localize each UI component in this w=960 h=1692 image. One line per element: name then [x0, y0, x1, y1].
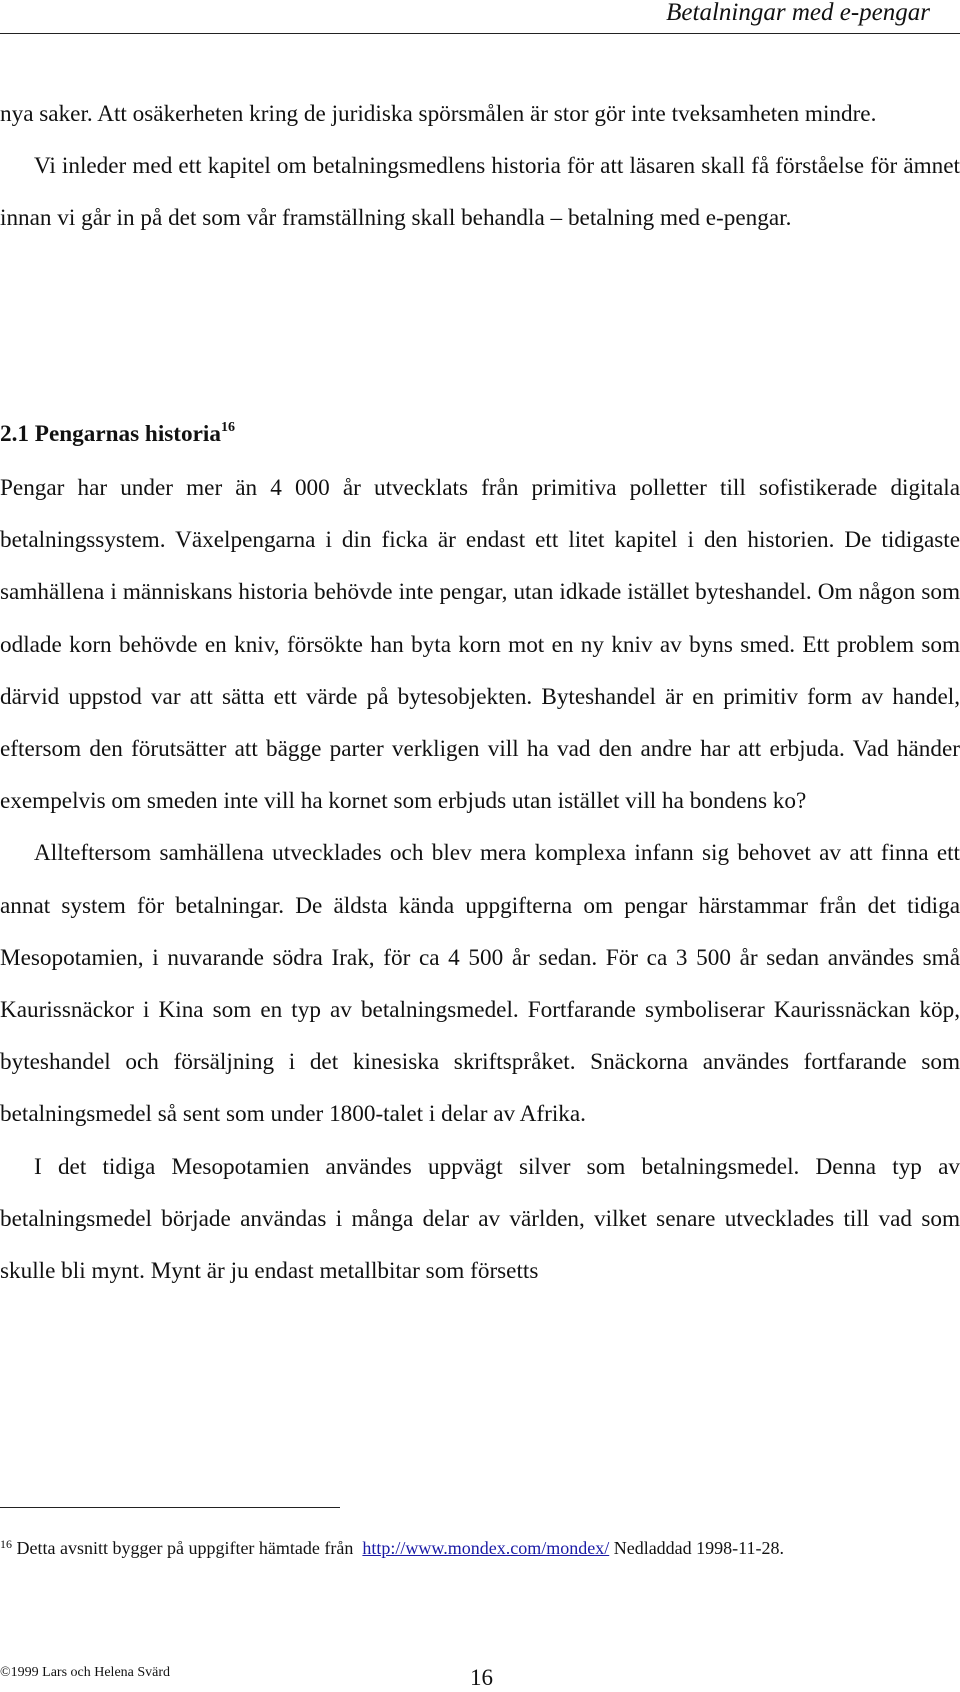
intro-text — [0, 88, 960, 244]
section-heading-text: 2.1 Pengarnas historia — [0, 421, 221, 447]
footnote-text: Detta avsnitt bygger på uppgifter hämtade från — [16, 1538, 354, 1558]
copyright-notice: ©1999 Lars och Helena Svärd — [0, 1665, 171, 1680]
intro-paragraph-2: Vi inleder med ett kapitel om betalningsmedlens historia för att läsaren skall få förståelse för ämnet innan vi går in på det som vår framställning skall behandla – betalning med e-pengar. — [0, 153, 960, 231]
section-body — [0, 462, 960, 1297]
section-paragraph-1: Pengar har under mer än 4 000 år utvecklats från primitiva polletter till sofistikerade digitala betalningssystem. Växelpengarna i din ficka är endast ett litet kapitel i den historien. De tidigaste samhällena i människans historia behövde inte pengar, utan idkade istället byteshandel. Om någon som odlade korn behövde en kniv, försökte han byta korn mot en ny kniv av byns smed. Ett problem som därvid uppstod var att sätta ett värde på bytesobjekten. Byteshandel är en primitiv form av handel, eftersom den förutsätter att bägge parter verkligen vill ha vad den andre har att erbjuda. Vad händer exempelvis om smeden inte vill ha kornet som erbjuds utan istället vill ha bondens ko? — [0, 475, 960, 815]
footnote-reference[interactable]: 16 — [220, 420, 235, 435]
running-header — [0, 0, 960, 34]
running-header-title: Betalningar med e-pengar — [666, 0, 930, 26]
footnote-date: Nedladdad 1998-11-28. — [613, 1538, 784, 1558]
footnote-divider — [0, 1507, 340, 1508]
section-paragraph-3: I det tidiga Mesopotamien användes uppvägt silver som betalningsmedel. Denna typ av betalningsmedel började användas i många delar av världen, vilket senare utvecklades till vad som skulle bli mynt. Mynt är ju endast metallbitar som försetts — [0, 1153, 960, 1285]
section-paragraph-2: Allteftersom samhällena utvecklades och blev mera komplexa infann sig behovet av att finna ett annat system för betalningar. De äldsta kända uppgifterna om pengar härstammar från det tidiga Mesopotamien, i nuvarande södra Irak, för ca 4 500 år sedan. För ca 3 500 år sedan användes små Kaurissnäckor i Kina som en typ av betalningsmedel. Fortfarande symboliserar Kaurissnäckan köp, byteshandel och försäljning i det kinesiska skriftspråket. Snäckorna användes fortfarande som betalningsmedel så sent som under 1800-talet i delar av Afrika. — [0, 840, 960, 1128]
footnote-number: 16 — [0, 1537, 12, 1551]
page-number: 16 — [470, 1665, 493, 1690]
section-heading — [0, 416, 235, 452]
footnote — [0, 1530, 945, 1566]
intro-paragraph-1: nya saker. Att osäkerheten kring de juridiska spörsmålen är stor gör inte tveksamheten mindre. — [0, 101, 877, 127]
footnote-link[interactable]: http://www.mondex.com/mondex/ — [362, 1538, 610, 1558]
